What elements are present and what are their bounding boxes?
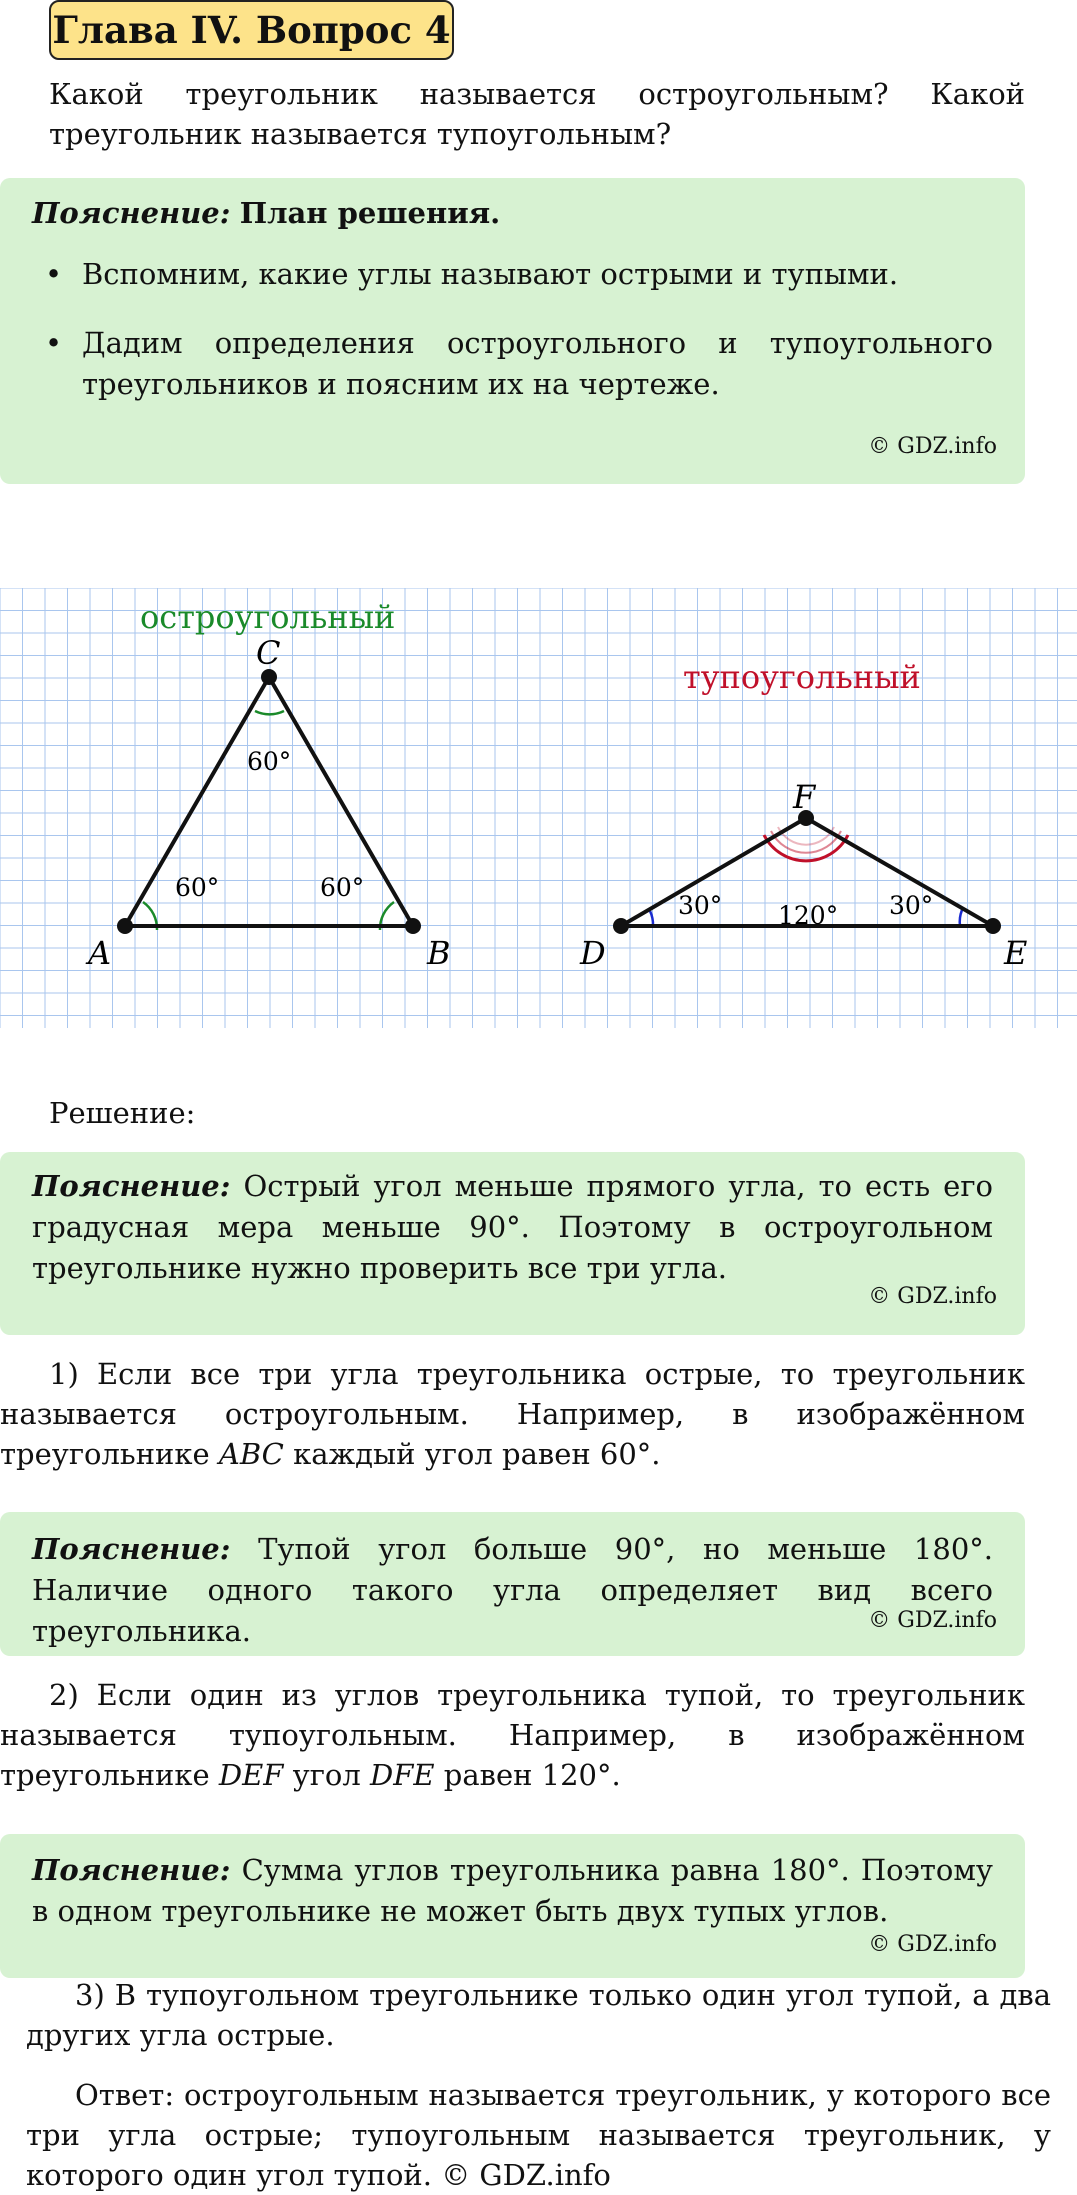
answer-text: Ответ: остроугольным называется треугольник, у которого все три угла острые; тупоугольным называется треугольник, у которого один угол тупой. © GDZ.info bbox=[26, 2078, 1051, 2192]
label-d: D bbox=[580, 934, 606, 972]
obtuse-label: тупоугольный bbox=[683, 658, 921, 696]
label-f: F bbox=[793, 778, 816, 816]
plan-box bbox=[0, 178, 1025, 484]
angle-f-value: 120° bbox=[778, 901, 839, 930]
note-box-1 bbox=[0, 1152, 1025, 1335]
acute-label: остроугольный bbox=[140, 598, 396, 636]
note-label: Пояснение: bbox=[32, 1169, 231, 1203]
list-item: • Вспомним, какие углы называют острыми и тупыми. bbox=[32, 254, 993, 295]
angle-b-value: 60° bbox=[320, 873, 365, 902]
label-c: C bbox=[256, 634, 281, 672]
step-1-text: 1) Если все три угла треугольника острые, то треугольник называется остроугольным. Например, в изображённом треугольнике ABC каждый угол равен 60°. bbox=[0, 1357, 1025, 1471]
triangles-drawing bbox=[0, 588, 1077, 1028]
list-item: • Дадим определения остроугольного и тупоугольного треугольников и поясним их на чертеже. bbox=[32, 323, 993, 405]
vertex-a bbox=[117, 918, 133, 934]
page-title: Глава IV. Вопрос 4 bbox=[49, 0, 454, 60]
plan-list bbox=[32, 254, 993, 405]
step-3-text: 3) В тупоугольном треугольнике только один угол тупой, а два других угла острые. bbox=[26, 1978, 1051, 2052]
vertex-d bbox=[613, 918, 629, 934]
copyright-text: © GDZ.info bbox=[868, 1608, 997, 1633]
copyright-text: © GDZ.info bbox=[868, 1284, 997, 1309]
note-text: Сумма углов треугольника равна 180°. Поэтому в одном треугольнике не может быть двух тупых углов. bbox=[32, 1853, 993, 1928]
triangle-figure bbox=[0, 588, 1077, 1028]
angle-e-arc bbox=[960, 910, 962, 926]
grid-background bbox=[0, 588, 1077, 1028]
copyright-text: © GDZ.info bbox=[868, 434, 997, 459]
vertex-b bbox=[405, 918, 421, 934]
angle-a-value: 60° bbox=[175, 873, 220, 902]
label-a: A bbox=[88, 934, 112, 972]
note-box-3 bbox=[0, 1834, 1025, 1978]
plan-label: Пояснение: bbox=[32, 196, 231, 230]
step-2-text: 2) Если один из углов треугольника тупой, то треугольник называется тупоугольным. Например, в изображённом треугольнике DEF угол DFE равен 120°. bbox=[0, 1678, 1025, 1792]
answer-copyright: © GDZ.info bbox=[441, 2158, 611, 2192]
angle-d-value: 30° bbox=[678, 891, 723, 920]
vertex-e bbox=[985, 918, 1001, 934]
angle-c-value: 60° bbox=[247, 747, 292, 776]
angle-e-value: 30° bbox=[889, 891, 934, 920]
note-box-2 bbox=[0, 1512, 1025, 1656]
note-label: Пояснение: bbox=[32, 1853, 231, 1887]
note-text: Острый угол меньше прямого угла, то есть его градусная мера меньше 90°. Поэтому в остроугольном треугольнике нужно проверить все три угла. bbox=[32, 1169, 994, 1285]
copyright-text: © GDZ.info bbox=[868, 1932, 997, 1957]
label-e: E bbox=[1004, 934, 1028, 972]
label-b: B bbox=[427, 934, 451, 972]
angle-dfe-name: DFE bbox=[370, 1758, 435, 1792]
note-label: Пояснение: bbox=[32, 1532, 231, 1566]
question-text: Какой треугольник называется остроугольным? Какой треугольник называется тупоугольным? bbox=[49, 77, 1025, 151]
note-text: Тупой угол больше 90°, но меньше 180°. Наличие одного такого угла определяет вид всего треугольника. bbox=[32, 1532, 994, 1648]
triangle-abc-name: ABC bbox=[218, 1437, 284, 1471]
triangle-def-name: DEF bbox=[218, 1758, 284, 1792]
solution-label: Решение: bbox=[49, 1096, 196, 1130]
plan-title: План решения. bbox=[239, 196, 501, 230]
